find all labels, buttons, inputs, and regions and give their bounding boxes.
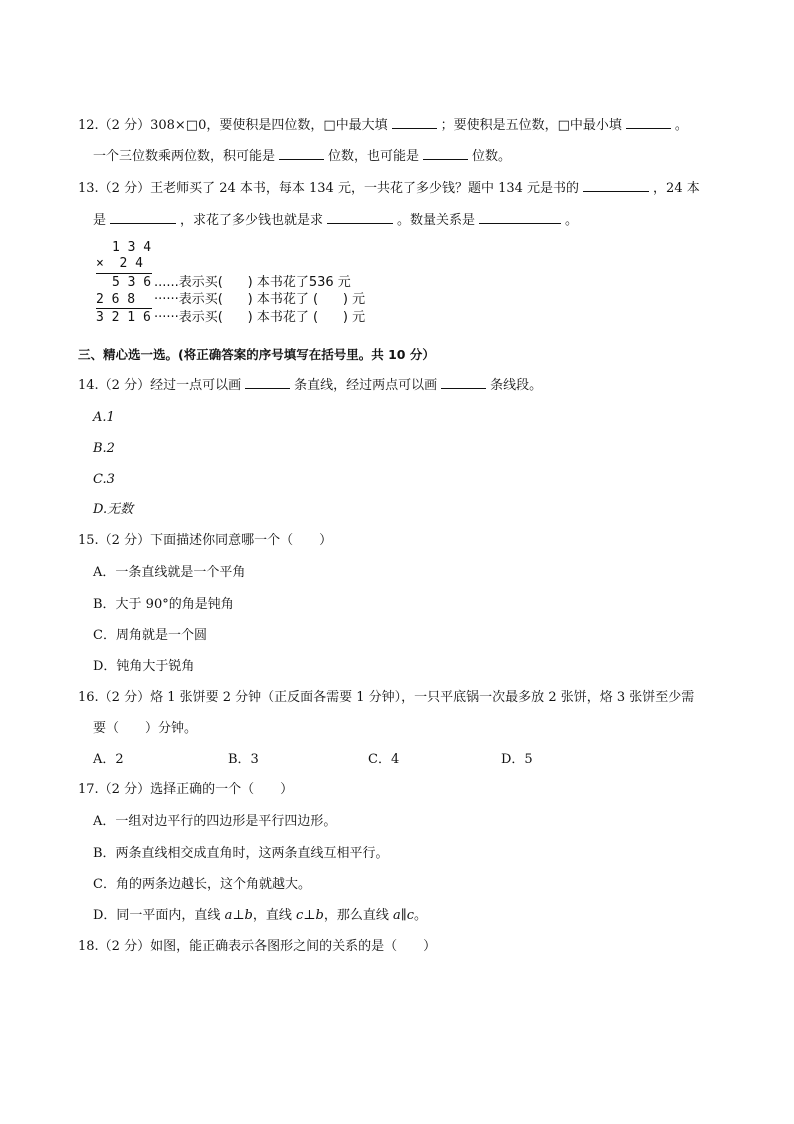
mult-note-3: ······表示买( ) 本书花了 ( ) 元: [154, 310, 366, 325]
q16-option-a[interactable]: A．2: [93, 752, 124, 767]
q12-line2: [93, 147, 511, 166]
q13-text-b: ，24 本: [653, 181, 700, 196]
q12-blank-1[interactable]: [392, 116, 437, 129]
q14-text-c: 条线段。: [490, 378, 543, 393]
q14-option-a[interactable]: A.1: [93, 410, 115, 425]
q17-stem: 17.（2 分）选择正确的一个（ ）: [78, 782, 294, 797]
q14-option-d[interactable]: D.无数: [93, 502, 134, 517]
q14-text-a: 14.（2 分）经过一点可以画: [78, 378, 242, 393]
q17-d-expr-1: a⊥b: [224, 908, 253, 923]
q17-d-text-a: D．同一平面内，直线: [93, 908, 225, 923]
q16-option-d[interactable]: D．5: [501, 752, 533, 767]
q14-stem: [78, 376, 542, 395]
q13-blank-2[interactable]: [110, 211, 176, 224]
q17-option-a[interactable]: A．一组对边平行的四边形是平行四边形。: [93, 814, 337, 829]
q15-option-c[interactable]: C．周角就是一个圆: [93, 628, 207, 643]
q18-stem: 18.（2 分）如图，能正确表示各图形之间的关系的是（ ）: [78, 939, 437, 954]
q12-text-f: 位数。: [472, 149, 512, 164]
mult-note-2: ······表示买( ) 本书花了 ( ) 元: [154, 292, 366, 307]
mult-rule-2: [96, 308, 152, 309]
q12-blank-2[interactable]: [626, 116, 671, 129]
q13-blank-4[interactable]: [479, 211, 561, 224]
q12-text-c: 。: [674, 118, 688, 133]
mult-row-4: 2 6 8: [96, 292, 136, 307]
q12-text-e: 位数，也可能是: [328, 149, 420, 164]
q17-option-c[interactable]: C．角的两条边越长，这个角就越大。: [93, 877, 311, 892]
section-heading: 三、精心选一选。(将正确答案的序号填写在括号里。共 10 分）: [78, 347, 435, 362]
q16-option-b[interactable]: B．3: [228, 752, 259, 767]
q15-stem: 15.（2 分）下面描述你同意哪一个（ ）: [78, 533, 333, 548]
q15-option-d[interactable]: D．钝角大于锐角: [93, 659, 195, 674]
mult-row-5: 3 2 1 6: [96, 310, 151, 325]
q17-option-d[interactable]: [93, 907, 427, 925]
q17-d-text-d: 。: [414, 908, 428, 923]
q13-line1: [78, 179, 700, 198]
q14-blank-1[interactable]: [245, 376, 290, 389]
q15-option-b[interactable]: B．大于 90°的角是钝角: [93, 597, 234, 612]
q12-blank-4[interactable]: [423, 147, 468, 160]
q14-option-b[interactable]: B.2: [93, 441, 115, 456]
q14-text-b: 条直线，经过两点可以画: [294, 378, 438, 393]
q13-text-e: 。数量关系是: [397, 213, 476, 228]
q14-blank-2[interactable]: [441, 376, 486, 389]
q12-text-a: 12.（2 分）308×□0，要使积是四位数，□中最大填: [78, 118, 388, 133]
mult-row-2: × 2 4: [96, 256, 143, 271]
q15-option-a[interactable]: A．一条直线就是一个平角: [93, 565, 246, 580]
q17-option-b[interactable]: B．两条直线相交成直角时，这两条直线互相平行。: [93, 846, 389, 861]
q12-text-b: ；要使积是五位数，□中最小填: [440, 118, 622, 133]
q13-text-d: ，求花了多少钱也就是求: [180, 213, 324, 228]
mult-rule-1: [96, 273, 152, 274]
q13-text-a: 13.（2 分）王老师买了 24 本书，每本 134 元，一共花了多少钱？题中 134 元是书的: [78, 181, 580, 196]
q17-d-text-b: ，直线: [252, 908, 297, 923]
q13-text-c: 是: [93, 213, 107, 228]
q12-text-d: 一个三位数乘两位数，积可能是: [93, 149, 276, 164]
mult-note-1: ......表示买( ) 本书花了536 元: [154, 275, 351, 290]
mult-row-3: 5 3 6: [112, 275, 152, 290]
q17-d-expr-2: c⊥b: [296, 908, 324, 923]
q12-line1: [78, 116, 688, 135]
q16-stem-line1: 16.（2 分）烙 1 张饼要 2 分钟（正反面各需要 1 分钟），一只平底锅一次最多放 2 张饼，烙 3 张饼至少需: [78, 690, 695, 705]
mult-row-1: 1 3 4: [112, 240, 152, 255]
q12-blank-3[interactable]: [279, 147, 324, 160]
q17-d-expr-3: a∥c: [392, 908, 415, 923]
q16-stem-line2: 要（ ）分钟。: [93, 721, 198, 736]
q13-blank-3[interactable]: [327, 211, 393, 224]
q16-option-c[interactable]: C．4: [368, 752, 400, 767]
q17-d-text-c: ，那么直线: [323, 908, 393, 923]
q13-blank-1[interactable]: [583, 179, 649, 192]
q13-line2: [93, 211, 578, 230]
q13-text-f: 。: [565, 213, 579, 228]
q14-option-c[interactable]: C.3: [93, 472, 115, 487]
